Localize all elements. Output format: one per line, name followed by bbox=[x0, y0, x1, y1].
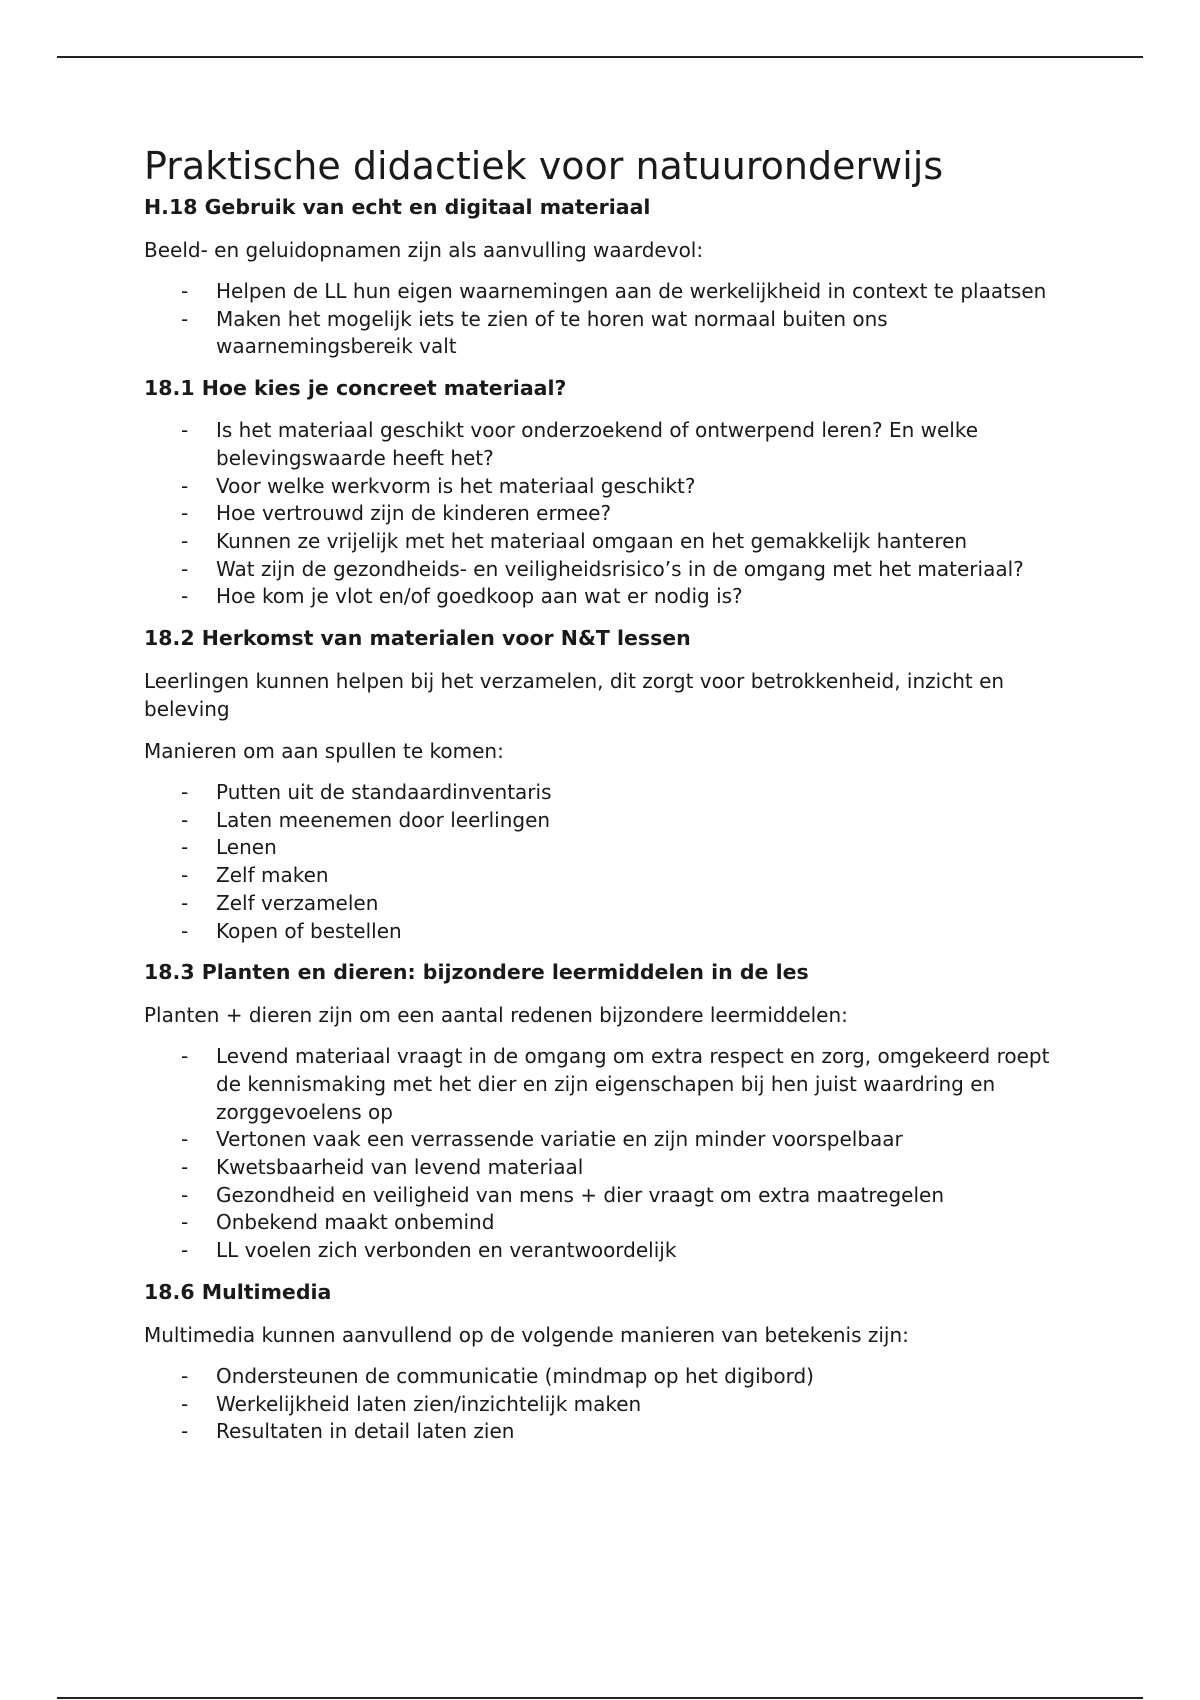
dash-bullet-icon: - bbox=[181, 1155, 189, 1180]
dash-bullet-icon: - bbox=[181, 890, 189, 915]
section-18-1 bbox=[144, 375, 1074, 611]
list-item: - Werkelijkheid laten zien/inzichtelijk maken bbox=[144, 1391, 1074, 1419]
bullet-list bbox=[144, 779, 1074, 945]
list-item: - Zelf maken bbox=[144, 862, 1074, 890]
dash-bullet-icon: - bbox=[181, 1419, 189, 1444]
dash-bullet-icon: - bbox=[181, 807, 189, 832]
section-18-6 bbox=[144, 1279, 1074, 1446]
document-body bbox=[144, 142, 1074, 1460]
list-item: - Resultaten in detail laten zien bbox=[144, 1418, 1074, 1446]
list-item: - Is het materiaal geschikt voor onderzoekend of ontwerpend leren? En welke belevingswaarde heeft het? bbox=[181, 418, 979, 470]
paragraph: Planten + dieren zijn om een aantal redenen bijzondere leermiddelen: bbox=[144, 1003, 848, 1028]
section-h18 bbox=[144, 194, 1074, 361]
dash-bullet-icon: - bbox=[181, 1044, 189, 1069]
document-title: Praktische didactiek voor natuuronderwijs bbox=[144, 144, 944, 188]
list-item: - Onbekend maakt onbemind bbox=[144, 1209, 1074, 1237]
list-item: - LL voelen zich verbonden en verantwoordelijk bbox=[144, 1237, 1074, 1265]
list-item: - Kopen of bestellen bbox=[144, 918, 1074, 946]
section-heading: H.18 Gebruik van echt en digitaal materiaal bbox=[144, 195, 651, 219]
list-item: - Kunnen ze vrijelijk met het materiaal omgaan en het gemakkelijk hanteren bbox=[144, 528, 1074, 556]
dash-bullet-icon: - bbox=[181, 1210, 189, 1235]
dash-bullet-icon: - bbox=[181, 306, 189, 331]
list-item: - Voor welke werkvorm is het materiaal geschikt? bbox=[144, 473, 1074, 501]
dash-bullet-icon: - bbox=[181, 863, 189, 888]
footer-rule bbox=[57, 1697, 1143, 1699]
dash-bullet-icon: - bbox=[181, 473, 189, 498]
paragraph: Beeld- en geluidopnamen zijn als aanvulling waardevol: bbox=[144, 238, 704, 262]
list-item: - Maken het mogelijk iets te zien of te horen wat normaal buiten ons waarnemingsbereik valt bbox=[181, 306, 888, 359]
paragraph: Leerlingen kunnen helpen bij het verzamelen, dit zorgt voor betrokkenheid, inzicht en beleving bbox=[144, 669, 1005, 722]
list-item: - Levend materiaal vraagt in de omgang om extra respect en zorg, omgekeerd roept de kennismaking met het dier en zijn eigenschapen bij hen juist waardring en zorggevoelens op bbox=[181, 1044, 1050, 1124]
bullet-list bbox=[144, 1043, 1074, 1265]
dash-bullet-icon: - bbox=[181, 1127, 189, 1152]
list-item: - Ondersteunen de communicatie (mindmap op het digibord) bbox=[144, 1363, 1074, 1391]
list-item: - Laten meenemen door leerlingen bbox=[144, 807, 1074, 835]
section-heading: 18.6 Multimedia bbox=[144, 1279, 332, 1304]
dash-bullet-icon: - bbox=[181, 780, 189, 805]
list-item: - Lenen bbox=[144, 834, 1074, 862]
list-item: - Putten uit de standaardinventaris bbox=[144, 779, 1074, 807]
paragraph: Manieren om aan spullen te komen: bbox=[144, 739, 504, 764]
header-rule bbox=[57, 56, 1143, 58]
dash-bullet-icon: - bbox=[181, 1363, 189, 1388]
dash-bullet-icon: - bbox=[181, 1182, 189, 1207]
dash-bullet-icon: - bbox=[181, 501, 189, 526]
paragraph: Multimedia kunnen aanvullend op de volgende manieren van betekenis zijn: bbox=[144, 1322, 909, 1347]
section-18-2 bbox=[144, 625, 1074, 945]
dash-bullet-icon: - bbox=[181, 279, 189, 303]
list-item: - Gezondheid en veiligheid van mens + dier vraagt om extra maatregelen bbox=[144, 1182, 1074, 1210]
dash-bullet-icon: - bbox=[181, 835, 189, 860]
bullet-list bbox=[144, 1363, 1074, 1446]
dash-bullet-icon: - bbox=[181, 1391, 189, 1416]
dash-bullet-icon: - bbox=[181, 556, 189, 581]
dash-bullet-icon: - bbox=[181, 584, 189, 609]
bullet-list bbox=[144, 278, 1074, 361]
list-item: - Hoe kom je vlot en/of goedkoop aan wat er nodig is? bbox=[144, 583, 1074, 611]
list-item: - Vertonen vaak een verrassende variatie en zijn minder voorspelbaar bbox=[144, 1126, 1074, 1154]
section-18-3 bbox=[144, 959, 1074, 1265]
section-heading: 18.3 Planten en dieren: bijzondere leermiddelen in de les bbox=[144, 960, 809, 985]
dash-bullet-icon: - bbox=[181, 918, 189, 943]
list-item: - Kwetsbaarheid van levend materiaal bbox=[144, 1154, 1074, 1182]
section-heading: 18.1 Hoe kies je concreet materiaal? bbox=[144, 376, 567, 401]
list-item: - Zelf verzamelen bbox=[144, 890, 1074, 918]
list-item: - Hoe vertrouwd zijn de kinderen ermee? bbox=[144, 500, 1074, 528]
dash-bullet-icon: - bbox=[181, 418, 189, 443]
list-item: - Helpen de LL hun eigen waarnemingen aan de werkelijkheid in context te plaatsen bbox=[144, 278, 1074, 306]
section-heading: 18.2 Herkomst van materialen voor N&T lessen bbox=[144, 626, 691, 651]
dash-bullet-icon: - bbox=[181, 1238, 189, 1263]
list-item: - Wat zijn de gezondheids- en veiligheidsrisico’s in de omgang met het materiaal? bbox=[144, 556, 1074, 584]
bullet-list bbox=[144, 417, 1074, 611]
dash-bullet-icon: - bbox=[181, 528, 189, 553]
